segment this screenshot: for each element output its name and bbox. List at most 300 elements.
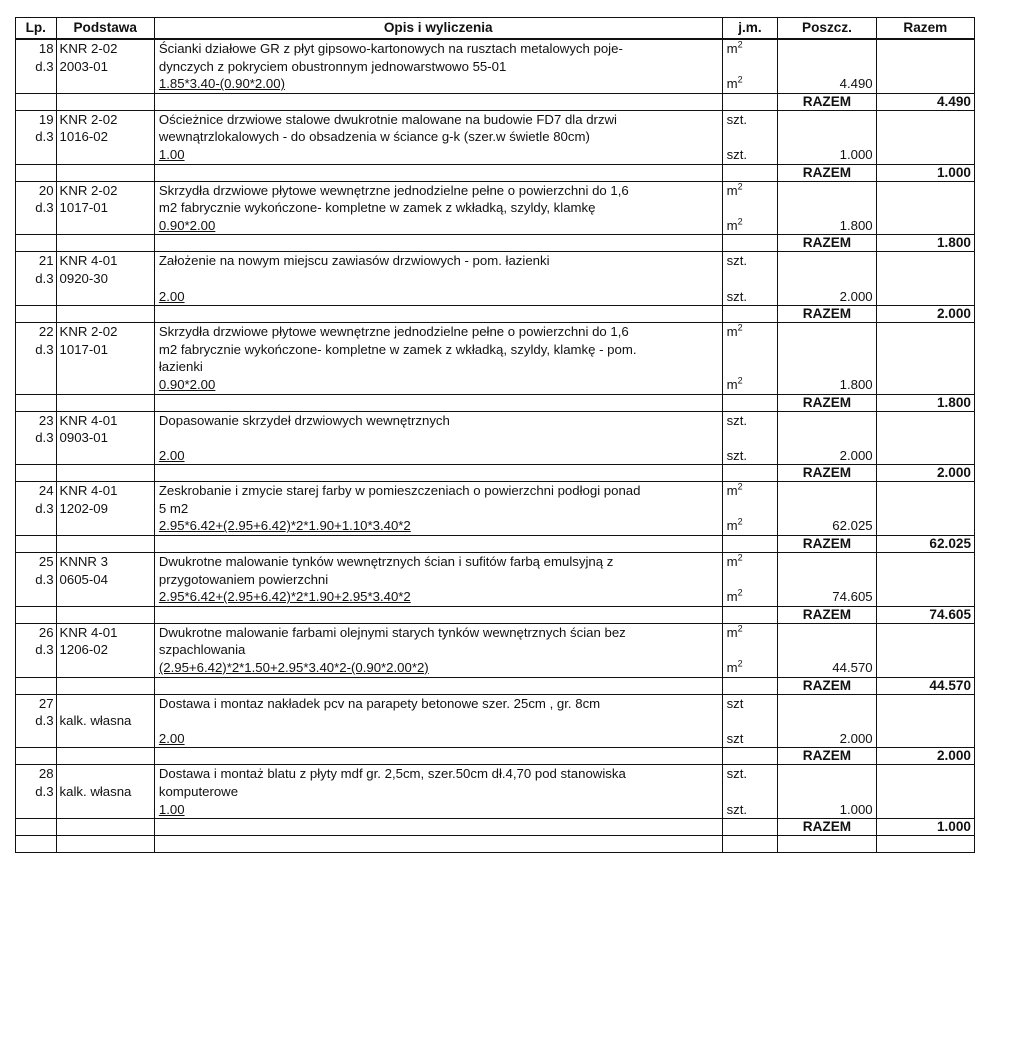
tail-empty-cell [778,836,876,853]
item-podstawa-cell: KNNR 3 [56,553,154,571]
item-description-line: Zeskrobanie i zmycie starej farby w pomieszczeniach o powierzchni podłogi ponad [154,482,722,500]
unit-superscript: 2 [737,481,743,492]
calc-podstawa-cell [56,447,154,465]
calc-razem-cell [876,146,974,164]
item-podstawa-cell: KNR 2-02 [56,181,154,199]
item-desc-row [16,500,975,518]
item-razem-cell [876,128,974,146]
razem-empty-cell [56,465,154,482]
item-poszcz-cell [778,110,876,128]
item-desc-row [16,323,975,341]
tail-empty-cell [154,836,722,853]
header-lp: Lp. [16,18,57,40]
razem-label: RAZEM [778,465,876,482]
item-razem-row [16,677,975,694]
item-poszcz-cell [778,411,876,429]
razem-empty-cell [56,235,154,252]
item-poszcz-cell [778,128,876,146]
header-podstawa: Podstawa [56,18,154,40]
item-calculation: 2.00 [154,288,722,306]
item-razem-value: 4.490 [876,93,974,110]
item-desc-row [16,623,975,641]
cost-estimate-sheet [15,17,975,853]
unit-text: m [726,182,738,198]
razem-empty-cell [722,536,778,553]
item-poszcz-value: 2.000 [778,447,876,465]
razem-empty-cell [722,164,778,181]
item-razem-value: 74.605 [876,606,974,623]
item-calculation: 1.00 [154,146,722,164]
item-unit-cell [722,411,778,429]
item-razem-cell [876,571,974,589]
item-desc-row [16,110,975,128]
item-desc-row [16,181,975,199]
item-unit-cell [722,553,778,571]
item-calc-row [16,75,975,93]
item-poszcz-cell [778,323,876,341]
table-tail-row [16,836,975,853]
calc-podstawa-cell [56,730,154,748]
item-calculation: 2.00 [154,730,722,748]
razem-empty-cell [56,536,154,553]
item-razem-cell [876,553,974,571]
calc-lp-cell [16,75,57,93]
unit-superscript: 2 [737,552,743,563]
calc-razem-cell [876,517,974,535]
item-desc-row [16,553,975,571]
unit-superscript: 2 [737,517,743,528]
calc-unit-cell [722,146,778,164]
item-description-line: komputerowe [154,783,722,801]
item-podstawa-cell: 1016-02 [56,128,154,146]
item-razem-cell [876,199,974,217]
header-opis: Opis i wyliczenia [154,18,722,40]
item-lp-cell: 27 [16,694,57,712]
item-lp-cell: 18 [16,39,57,58]
item-podstawa-cell: kalk. własna [56,712,154,730]
item-description-line: 5 m2 [154,500,722,518]
item-unit-cell [722,252,778,270]
unit-text: m [726,554,738,570]
item-poszcz-cell [778,39,876,58]
item-lp-cell: 24 [16,482,57,500]
razem-empty-cell [56,819,154,836]
item-poszcz-cell [778,765,876,783]
item-poszcz-cell [778,623,876,641]
item-description-line: Dostawa i montaż blatu z płyty mdf gr. 2,5cm, szer.50cm dł.4,70 pod stanowiska [154,765,722,783]
calc-unit-cell [722,588,778,606]
item-razem-cell [876,641,974,659]
item-description-line: Dostawa i montaz nakładek pcv na parapety betonowe szer. 25cm , gr. 8cm [154,694,722,712]
calc-razem-cell [876,588,974,606]
razem-label: RAZEM [778,677,876,694]
razem-label: RAZEM [778,394,876,411]
item-podstawa-cell: KNR 4-01 [56,411,154,429]
item-razem-cell [876,110,974,128]
calc-unit-cell [722,376,778,394]
item-description-line: Skrzydła drzwiowe płytowe wewnętrzne jednodzielne pełne o powierzchni do 1,6 [154,323,722,341]
item-description-line: m2 fabrycznie wykończone- kompletne w zamek z wkładką, szyldy, klamkę - pom. [154,341,722,359]
item-poszcz-value: 4.490 [778,75,876,93]
calc-podstawa-cell [56,517,154,535]
item-razem-value: 1.000 [876,819,974,836]
table-header-row [16,18,975,40]
item-razem-value: 2.000 [876,748,974,765]
unit-superscript: 2 [737,322,743,333]
item-razem-value: 1.800 [876,394,974,411]
unit-text: szt. [726,801,748,817]
razem-empty-cell [154,748,722,765]
item-poszcz-value: 1.000 [778,801,876,819]
item-razem-cell [876,411,974,429]
item-razem-row [16,235,975,252]
item-unit-cell [722,128,778,146]
item-calc-row [16,447,975,465]
razem-empty-cell [56,306,154,323]
item-poszcz-cell [778,358,876,376]
item-poszcz-cell [778,482,876,500]
item-unit-cell [722,39,778,58]
item-unit-cell [722,323,778,341]
item-poszcz-value: 74.605 [778,588,876,606]
calc-lp-cell [16,517,57,535]
item-description-line: Dwukrotne malowanie farbami olejnymi starych tynków wewnętrznych ścian bez [154,623,722,641]
razem-empty-cell [16,465,57,482]
razem-label: RAZEM [778,748,876,765]
item-unit-cell [722,482,778,500]
calc-podstawa-cell [56,588,154,606]
item-poszcz-cell [778,694,876,712]
item-razem-value: 44.570 [876,677,974,694]
item-calc-row [16,376,975,394]
razem-empty-cell [56,394,154,411]
calc-lp-cell [16,588,57,606]
razem-empty-cell [56,164,154,181]
calc-lp-cell [16,288,57,306]
item-podstawa-cell: 1206-02 [56,641,154,659]
razem-empty-cell [722,748,778,765]
calc-unit-cell [722,447,778,465]
item-razem-row [16,394,975,411]
item-podstawa-cell: 1202-09 [56,500,154,518]
item-razem-row [16,164,975,181]
razem-empty-cell [16,606,57,623]
item-podstawa-cell: 0903-01 [56,429,154,447]
item-razem-row [16,465,975,482]
item-desc-row [16,712,975,730]
item-razem-cell [876,358,974,376]
item-razem-cell [876,58,974,76]
item-desc-row [16,641,975,659]
item-calculation: 2.00 [154,447,722,465]
razem-empty-cell [56,606,154,623]
item-lp-cell: 23 [16,411,57,429]
razem-empty-cell [722,819,778,836]
razem-label: RAZEM [778,536,876,553]
item-unit-cell [722,500,778,518]
unit-superscript: 2 [737,181,743,192]
item-podstawa-cell: kalk. własna [56,783,154,801]
unit-text: m [726,324,738,340]
item-podstawa-cell [56,765,154,783]
item-unit-cell [722,110,778,128]
item-calc-row [16,588,975,606]
item-desc-row [16,783,975,801]
calc-unit-cell [722,659,778,677]
razem-empty-cell [722,93,778,110]
item-podstawa-cell: KNR 4-01 [56,482,154,500]
item-unit-cell [722,641,778,659]
item-desc-row [16,341,975,359]
calc-razem-cell [876,217,974,235]
item-description-line [154,270,722,288]
item-lp-cell: 20 [16,181,57,199]
item-lp-cell: d.3 [16,199,57,217]
item-lp-cell: 19 [16,110,57,128]
item-desc-row [16,39,975,58]
calc-razem-cell [876,288,974,306]
calc-razem-cell [876,801,974,819]
tail-empty-cell [56,836,154,853]
item-poszcz-value: 44.570 [778,659,876,677]
item-razem-cell [876,252,974,270]
item-podstawa-cell: KNR 4-01 [56,623,154,641]
calc-unit-cell [722,288,778,306]
item-poszcz-cell [778,571,876,589]
item-desc-row [16,199,975,217]
item-description-line: Dwukrotne malowanie tynków wewnętrznych ścian i sufitów farbą emulsyjną z [154,553,722,571]
item-desc-row [16,482,975,500]
unit-text: szt. [726,412,748,428]
razem-empty-cell [154,164,722,181]
table-body [16,39,975,853]
item-description-line: Skrzydła drzwiowe płytowe wewnętrzne jednodzielne pełne o powierzchni do 1,6 [154,181,722,199]
calc-lp-cell [16,730,57,748]
item-description-line: Założenie na nowym miejscu zawiasów drzwiowych - pom. łazienki [154,252,722,270]
razem-empty-cell [154,536,722,553]
item-description-line: szpachlowania [154,641,722,659]
razem-label: RAZEM [778,93,876,110]
razem-empty-cell [16,748,57,765]
calc-lp-cell [16,659,57,677]
item-razem-row [16,606,975,623]
item-lp-cell: d.3 [16,58,57,76]
item-lp-cell: 25 [16,553,57,571]
unit-text: szt. [726,288,748,304]
unit-text: szt. [726,447,748,463]
unit-superscript: 2 [737,75,743,85]
item-unit-cell [722,429,778,447]
item-calc-row [16,288,975,306]
calc-unit-cell [722,217,778,235]
unit-superscript: 2 [737,623,743,634]
item-podstawa-cell: 1017-01 [56,199,154,217]
item-poszcz-cell [778,270,876,288]
item-lp-cell: 21 [16,252,57,270]
item-unit-cell [722,783,778,801]
item-razem-cell [876,181,974,199]
item-calc-row [16,659,975,677]
unit-text: szt. [726,111,748,127]
razem-empty-cell [154,235,722,252]
item-razem-cell [876,270,974,288]
unit-text: m [726,624,738,640]
razem-label: RAZEM [778,306,876,323]
item-calc-row [16,730,975,748]
razem-empty-cell [56,677,154,694]
item-razem-row [16,306,975,323]
razem-empty-cell [722,394,778,411]
item-razem-cell [876,482,974,500]
calc-podstawa-cell [56,376,154,394]
header-razem: Razem [876,18,974,40]
item-unit-cell [722,765,778,783]
item-podstawa-cell: 0605-04 [56,571,154,589]
razem-label: RAZEM [778,164,876,181]
item-poszcz-value: 62.025 [778,517,876,535]
item-razem-value: 1.800 [876,235,974,252]
item-poszcz-value: 2.000 [778,730,876,748]
item-razem-cell [876,39,974,58]
unit-text: szt. [726,146,748,162]
calc-podstawa-cell [56,659,154,677]
item-calculation: (2.95+6.42)*2*1.50+2.95*3.40*2-(0.90*2.00*2) [154,659,722,677]
razem-label: RAZEM [778,606,876,623]
item-unit-cell [722,623,778,641]
item-description-line: wewnątrzlokalowych - do obsadzenia w ściance g-k (szer.w świetle 80cm) [154,128,722,146]
item-razem-value: 2.000 [876,306,974,323]
unit-text: m [726,376,738,392]
calc-unit-cell [722,801,778,819]
item-razem-value: 1.000 [876,164,974,181]
item-calc-row [16,146,975,164]
razem-empty-cell [154,606,722,623]
calc-lp-cell [16,376,57,394]
item-poszcz-cell [778,252,876,270]
calc-razem-cell [876,730,974,748]
item-poszcz-cell [778,341,876,359]
calc-razem-cell [876,447,974,465]
tail-empty-cell [16,836,57,853]
item-poszcz-cell [778,553,876,571]
item-description-line: przygotowaniem powierzchni [154,571,722,589]
item-calculation: 1.85*3.40-(0.90*2.00) [154,75,722,93]
razem-empty-cell [16,819,57,836]
calc-lp-cell [16,447,57,465]
item-unit-cell [722,358,778,376]
item-calculation: 2.95*6.42+(2.95+6.42)*2*1.90+1.10*3.40*2 [154,517,722,535]
item-lp-cell: 28 [16,765,57,783]
item-description-line: dynczych z pokryciem obustronnym jednowarstwowo 55-01 [154,58,722,76]
unit-superscript: 2 [737,39,743,50]
razem-label: RAZEM [778,235,876,252]
item-razem-cell [876,694,974,712]
calc-unit-cell [722,75,778,93]
unit-text: m [726,660,738,676]
item-podstawa-cell: KNR 2-02 [56,110,154,128]
item-desc-row [16,429,975,447]
calc-podstawa-cell [56,801,154,819]
item-lp-cell: 22 [16,323,57,341]
cost-estimate-table [15,17,975,853]
item-razem-cell [876,623,974,641]
item-lp-cell: 26 [16,623,57,641]
item-razem-value: 2.000 [876,465,974,482]
unit-superscript: 2 [737,375,743,386]
item-desc-row [16,571,975,589]
razem-empty-cell [722,606,778,623]
razem-empty-cell [154,465,722,482]
unit-text: m [726,589,738,605]
calc-lp-cell [16,217,57,235]
item-poszcz-cell [778,199,876,217]
item-desc-row [16,358,975,376]
razem-empty-cell [16,93,57,110]
item-poszcz-value: 1.800 [778,376,876,394]
item-poszcz-value: 1.000 [778,146,876,164]
item-unit-cell [722,199,778,217]
item-razem-value: 62.025 [876,536,974,553]
item-poszcz-cell [778,181,876,199]
item-description-line: Ścianki działowe GR z płyt gipsowo-kartonowych na rusztach metalowych poje- [154,39,722,58]
unit-superscript: 2 [737,216,743,227]
item-poszcz-cell [778,429,876,447]
item-unit-cell [722,571,778,589]
item-calculation: 0.90*2.00 [154,376,722,394]
item-razem-cell [876,712,974,730]
calc-razem-cell [876,75,974,93]
item-podstawa-cell [56,694,154,712]
item-desc-row [16,765,975,783]
tail-empty-cell [876,836,974,853]
razem-label: RAZEM [778,819,876,836]
item-unit-cell [722,341,778,359]
item-desc-row [16,58,975,76]
calc-podstawa-cell [56,146,154,164]
item-poszcz-value: 1.800 [778,217,876,235]
item-poszcz-cell [778,641,876,659]
item-calculation: 1.00 [154,801,722,819]
calc-unit-cell [722,730,778,748]
item-podstawa-cell: 1017-01 [56,341,154,359]
unit-text: m [726,41,738,56]
unit-superscript: 2 [737,659,743,669]
calc-unit-cell [722,517,778,535]
item-lp-cell: d.3 [16,128,57,146]
calc-podstawa-cell [56,217,154,235]
item-unit-cell [722,694,778,712]
item-lp-cell: d.3 [16,641,57,659]
item-poszcz-cell [778,712,876,730]
unit-text: szt. [726,253,748,269]
item-lp-cell: d.3 [16,712,57,730]
item-razem-cell [876,323,974,341]
unit-text: m [726,217,738,233]
item-unit-cell [722,712,778,730]
item-lp-cell: d.3 [16,571,57,589]
item-razem-cell [876,500,974,518]
razem-empty-cell [154,819,722,836]
unit-text: szt [726,695,744,711]
header-poszcz: Poszcz. [778,18,876,40]
razem-empty-cell [16,306,57,323]
item-desc-row [16,270,975,288]
item-poszcz-cell [778,500,876,518]
item-description-line: m2 fabrycznie wykończone- kompletne w zamek z wkładką, szyldy, klamkę [154,199,722,217]
item-razem-row [16,93,975,110]
item-podstawa-cell: 0920-30 [56,270,154,288]
razem-empty-cell [16,536,57,553]
